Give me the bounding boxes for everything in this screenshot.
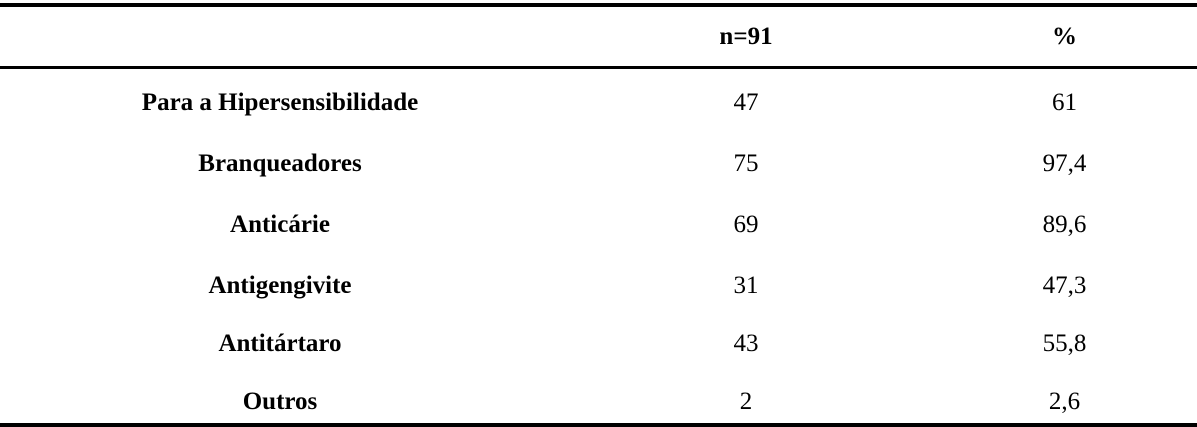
header-percent: % — [1052, 23, 1077, 50]
row-n-value: 31 — [733, 272, 759, 299]
table-bottom-rule — [0, 423, 1197, 427]
row-percent-value: 2,6 — [1048, 388, 1081, 415]
table-header-rule — [0, 66, 1197, 69]
row-label: Anticárie — [230, 211, 330, 238]
row-label: Para a Hipersensibilidade — [141, 89, 419, 116]
row-n-value: 2 — [739, 388, 753, 415]
row-n-value: 43 — [733, 330, 759, 357]
row-n-value: 75 — [733, 150, 759, 177]
row-n-value: 47 — [733, 89, 759, 116]
table-top-rule — [0, 3, 1197, 7]
row-n-value: 69 — [733, 211, 759, 238]
row-percent-value: 97,4 — [1042, 150, 1087, 177]
row-label: Antigengivite — [208, 272, 352, 299]
row-label: Outros — [242, 388, 318, 415]
row-label: Branqueadores — [198, 150, 362, 177]
header-n: n=91 — [719, 23, 773, 50]
row-percent-value: 47,3 — [1042, 272, 1087, 299]
row-percent-value: 89,6 — [1042, 211, 1087, 238]
header-label-cell — [0, 12, 560, 62]
row-percent-value: 55,8 — [1042, 330, 1087, 357]
row-percent-value: 61 — [1052, 89, 1077, 116]
row-label: Antitártaro — [218, 330, 342, 357]
